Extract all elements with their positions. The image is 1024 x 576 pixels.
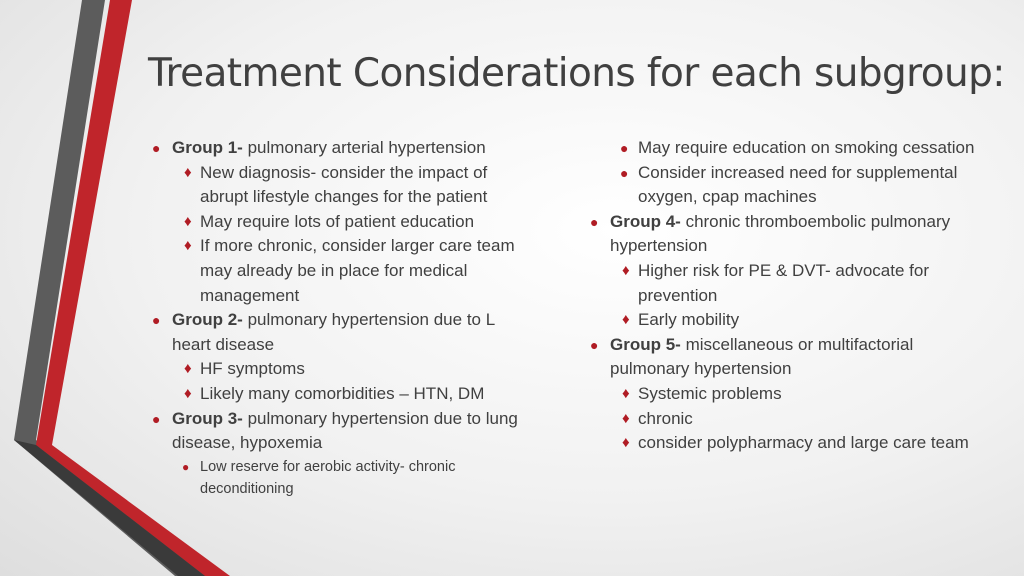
sub-item [152,456,522,501]
diamond-bullet-icon: ♦ [184,212,192,230]
group-label: Group 5- [610,334,681,354]
bullet-icon: ● [182,459,190,474]
diamond-bullet-icon: ♦ [184,360,192,378]
group-label: Group 4- [610,211,681,231]
bullet-icon: ● [620,164,629,181]
sub-item [152,234,522,308]
list-item-group-5 [590,333,990,382]
bullet-icon: ● [152,312,161,329]
sub-item [152,210,522,235]
bullet-icon: ● [590,336,599,353]
bullet-icon: ● [590,213,599,230]
list-item-group-3 [152,407,522,456]
sub-item-text: consider polypharmacy and large care team [638,433,969,453]
sub-item-text: HF symptoms [200,359,305,379]
sub-item [590,161,990,210]
sub-item [152,357,522,382]
group-label: Group 2- [172,310,243,330]
sub-item-text: May require education on smoking cessation [638,138,975,157]
sub-item [590,382,990,407]
list-item-group-2 [152,308,522,357]
right-column [590,136,990,456]
sub-item [590,407,990,432]
sub-item [152,382,522,407]
diamond-bullet-icon: ♦ [622,311,630,329]
sub-item-text: chronic [638,408,693,428]
sub-item-text: If more chronic, consider larger care team may already be in place for medical management [200,236,515,305]
bullet-icon: ● [620,140,629,156]
group-text: miscellaneous or multifactorial pulmonary hypertension [610,334,914,379]
list-item-group-1 [152,136,522,161]
bullet-icon: ● [152,410,161,427]
sub-item [590,259,990,308]
sub-item-text: Early mobility [638,310,740,330]
diamond-bullet-icon: ♦ [622,409,630,427]
sub-item [590,136,990,161]
left-column [152,136,522,501]
sub-item [590,431,990,456]
sub-item-text: New diagnosis- consider the impact of abrupt lifestyle changes for the patient [200,162,488,207]
sub-item-text: Higher risk for PE & DVT- advocate for prevention [638,260,929,305]
diamond-bullet-icon: ♦ [622,384,630,402]
sub-item [590,308,990,333]
diamond-bullet-icon: ♦ [184,163,192,181]
sub-item-text: Low reserve for aerobic activity- chronic deconditioning [200,458,456,498]
sub-item-text: Likely many comorbidities – HTN, DM [200,383,485,403]
sub-item [152,161,522,210]
diamond-bullet-icon: ♦ [622,261,630,279]
group-text: pulmonary arterial hypertension [242,138,486,157]
group-label: Group 3- [172,408,243,428]
diamond-bullet-icon: ♦ [184,237,192,255]
sub-item-text: Systemic problems [638,383,782,403]
bullet-icon: ● [152,140,161,156]
group-text: chronic thromboembolic pulmonary hypertension [610,211,951,256]
diamond-bullet-icon: ♦ [184,384,192,402]
group-label: Group 1- [172,138,243,157]
slide-title: Treatment Considerations for each subgroup: [148,51,1005,96]
sub-item-text: May require lots of patient education [200,211,475,231]
sub-item-text: Consider increased need for supplemental oxygen, cpap machines [638,162,958,207]
group-text: pulmonary hypertension due to lung disease, hypoxemia [172,408,518,453]
list-item-group-4 [590,210,990,259]
diamond-bullet-icon: ♦ [622,434,630,452]
group-text: pulmonary hypertension due to L heart disease [172,310,495,354]
